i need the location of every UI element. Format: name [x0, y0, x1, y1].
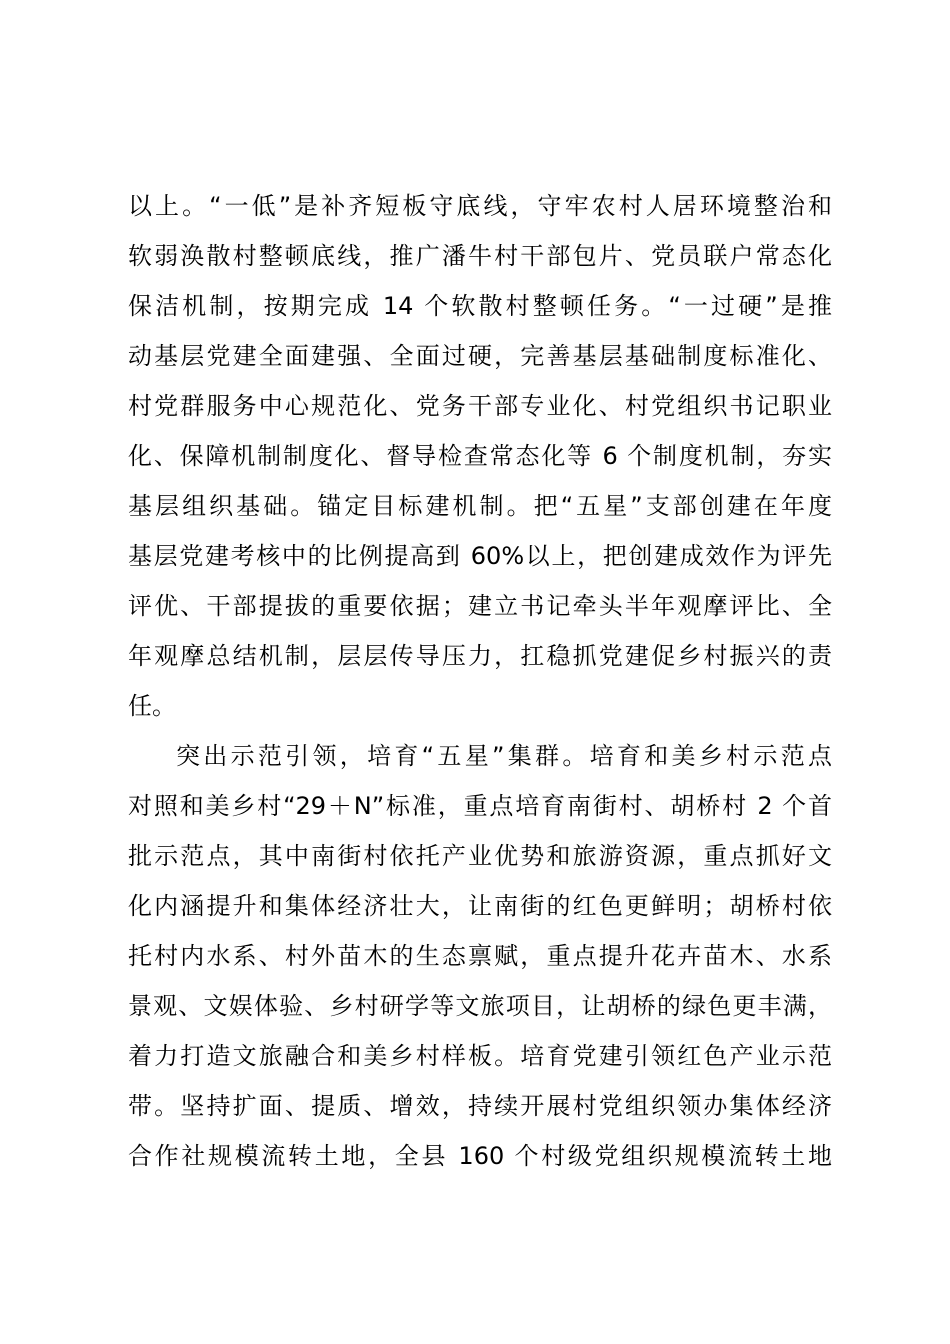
text-line: 着力打造文旅融合和美乡村样板。培育党建引领红色产业示范 [128, 1042, 832, 1070]
text-line: 对照和美乡村“29＋N”标准，重点培育南街村、胡桥村 2 个首 [128, 792, 832, 820]
text-line: 保洁机制，按期完成 14 个软散村整顿任务。“一过硬”是推 [128, 292, 832, 320]
text-line: 基层组织基础。锚定目标建机制。把“五星”支部创建在年度 [128, 492, 832, 520]
text-line: 合作社规模流转土地，全县 160 个村级党组织规模流转土地 [128, 1142, 832, 1170]
text-line: 托村内水系、村外苗木的生态禀赋，重点提升花卉苗木、水系 [128, 942, 832, 970]
text-line: 软弱涣散村整顿底线，推广潘牛村干部包片、党员联户常态化 [128, 242, 832, 270]
text-line: 化、保障机制制度化、督导检查常态化等 6 个制度机制，夯实 [128, 442, 832, 470]
text-line: 动基层党建全面建强、全面过硬，完善基层基础制度标准化、 [128, 342, 832, 370]
text-line: 景观、文娱体验、乡村研学等文旅项目，让胡桥的绿色更丰满， [128, 992, 832, 1020]
text-line: 基层党建考核中的比例提高到 60%以上，把创建成效作为评先 [128, 542, 832, 570]
text-line: 突出示范引领，培育“五星”集群。培育和美乡村示范点 [176, 742, 832, 770]
text-line: 以上。“一低”是补齐短板守底线，守牢农村人居环境整治和 [128, 192, 832, 220]
text-line: 任。 [128, 692, 176, 720]
text-line: 批示范点，其中南街村依托产业优势和旅游资源，重点抓好文 [128, 842, 832, 870]
text-line: 带。坚持扩面、提质、增效，持续开展村党组织领办集体经济 [128, 1092, 832, 1120]
text-line: 年观摩总结机制，层层传导压力，扛稳抓党建促乡村振兴的责 [128, 642, 832, 670]
text-line: 村党群服务中心规范化、党务干部专业化、村党组织书记职业 [128, 392, 832, 420]
text-line: 评优、干部提拔的重要依据；建立书记牵头半年观摩评比、全 [128, 592, 832, 620]
text-line: 化内涵提升和集体经济壮大，让南街的红色更鲜明；胡桥村依 [128, 892, 832, 920]
